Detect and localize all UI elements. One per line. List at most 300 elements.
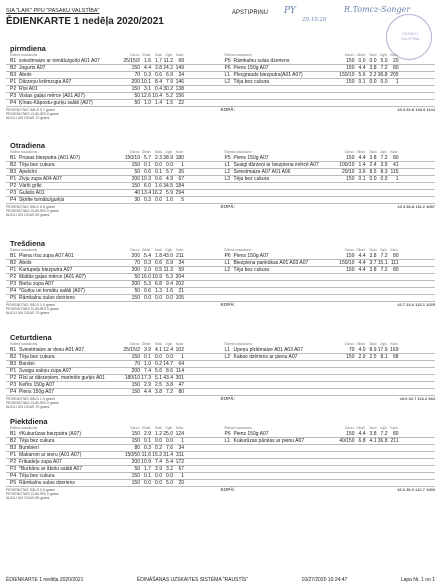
approve-label: APSTIPRINU: [232, 10, 269, 16]
column-header: Gat.sv.: [130, 150, 140, 154]
dish-name: Ābols: [19, 260, 32, 266]
nutrition-value: 34: [178, 445, 184, 451]
nutrition-value: 7.2: [380, 155, 388, 161]
nutrition-value: 172: [175, 459, 184, 465]
note-line: AUGLI UN OGAS 70 grami: [6, 311, 50, 316]
nutrition-value: 7.2: [380, 431, 388, 437]
column-header: Ēdiena nosaukums: [10, 248, 38, 252]
dish-name-cell: [221, 253, 337, 259]
column-header: Olbalt.: [356, 426, 366, 430]
dish-name-cell: [221, 72, 337, 78]
dish-name-cell: [6, 389, 122, 395]
nutrition-value: 0.6: [155, 260, 162, 266]
dish-name-cell: [221, 58, 337, 64]
nutrition-value: 8.5: [369, 169, 377, 175]
dish-name: Tēja bez cukura: [19, 162, 55, 168]
nutrition-value: 3.7: [369, 260, 377, 266]
nutrition-value: 8.4: [155, 79, 162, 85]
nutrition-value: 3.8: [369, 65, 377, 71]
column-header: Kalor.: [175, 342, 184, 346]
nutrition-value: 15.1: [377, 260, 388, 266]
signature-initials: PY: [284, 6, 296, 16]
nutrition-value: 150: [346, 354, 355, 360]
menu-row: [6, 253, 435, 260]
nutrition-value: 40: [134, 190, 140, 196]
nutrition-value: 1.6: [144, 58, 151, 64]
nutrition-value: 150/50: [124, 452, 140, 458]
menu-row: [6, 389, 435, 396]
dish-name-cell: [6, 382, 122, 388]
dish-name: Biezpiena pankūkas A01 A03 A07: [233, 260, 309, 266]
note-line: AUGLI UN OGAS 70 grami: [6, 405, 50, 410]
nutrition-value: 6.0: [144, 183, 151, 189]
menu-row: [6, 281, 435, 288]
day-title: Trešdiena: [10, 239, 46, 248]
nutrition-value: 1.6: [155, 183, 162, 189]
dish-name: Kartupeļu biezputra A07: [19, 267, 73, 273]
nutrition-value: 0.6: [144, 288, 151, 294]
footer-system: ĒDINĀŠANAS UZSKAITES SISTĒMA "RAUSTĪS": [136, 577, 248, 583]
nutrition-value: 36.8: [377, 72, 388, 78]
meal-code: L1: [224, 260, 231, 266]
nutrition-value: 50: [134, 100, 140, 106]
dish-name-cell: [6, 86, 122, 92]
dish-name-cell: [221, 347, 337, 353]
nutrition-value: 10.1: [141, 79, 151, 85]
menu-row: [6, 466, 435, 473]
meal-code: B3: [10, 445, 17, 451]
nutrition-value: 7.2: [380, 267, 388, 273]
nutrition-value: 12.6: [141, 93, 151, 99]
dish-name: Frikadeļu zupa A07: [19, 459, 62, 465]
dish-name-cell: [6, 361, 122, 367]
meal-code: P3: [10, 382, 17, 388]
nutrition-value: 4.9: [166, 176, 173, 182]
column-header: Kalor.: [175, 426, 184, 430]
nutrition-value: 80: [392, 253, 399, 259]
nutrition-value: 200: [131, 267, 140, 273]
nutrition-value: 0.0: [155, 162, 162, 168]
nutrition-value: 4.1: [369, 438, 377, 444]
nutrition-value: 8.1: [380, 354, 388, 360]
nutrition-value: 67: [178, 176, 184, 182]
nutrition-value: 3.9: [144, 347, 151, 353]
nutrition-value: 0.6: [155, 176, 162, 182]
nutrition-value: 6.9: [166, 260, 173, 266]
column-header: Ogļh.: [379, 426, 388, 430]
dish-name-cell: [6, 197, 122, 203]
nutrition-value: 10.9: [141, 459, 151, 465]
meal-code: L1: [224, 72, 231, 78]
nutrition-value: 0.3: [144, 445, 151, 451]
nutrition-value: 59: [178, 267, 184, 273]
nutrition-value: 0.4: [155, 86, 162, 92]
meal-code: P2: [10, 86, 17, 92]
meal-code: L2: [224, 354, 231, 360]
nutrition-value: 149: [175, 65, 184, 71]
dish-name-cell: [6, 473, 122, 479]
dish-name-cell: [6, 58, 122, 64]
nutrition-value: 20: [392, 58, 399, 64]
meal-code: L2: [224, 79, 231, 85]
nutrition-value: 1: [181, 473, 184, 479]
nutrition-value: 150: [346, 155, 355, 161]
meal-code: B1: [10, 431, 17, 437]
nutrition-value: 8.6: [166, 368, 173, 374]
column-header: Olbalt.: [356, 150, 366, 154]
nutrition-value: 43.4: [163, 375, 173, 381]
column-header: Kalor.: [175, 53, 184, 57]
nutrition-value: 30.2: [163, 86, 173, 92]
nutrition-value: 11.6: [141, 452, 151, 458]
nutrition-value: 204: [175, 274, 184, 280]
nutrition-value: 156: [175, 93, 184, 99]
day-total-block: [221, 303, 436, 316]
nutrition-value: 200: [131, 79, 140, 85]
day-total-block: [221, 205, 436, 218]
menu-row: [6, 431, 435, 438]
menu-row: [6, 155, 435, 162]
nutrition-value: 5.0: [166, 480, 173, 486]
nutrition-value: 150: [131, 162, 140, 168]
column-header: Kalor.: [390, 150, 399, 154]
dish-name: Piens 150g A07: [233, 431, 269, 437]
nutrition-value: 0.3: [144, 197, 151, 203]
column-header: Tauki: [369, 150, 377, 154]
nutrition-value: 22: [178, 100, 184, 106]
column-header: Kalor.: [390, 53, 399, 57]
nutrition-value: 5.9: [166, 190, 173, 196]
nutrition-value: 4.4: [358, 260, 366, 266]
total-label: KOPĀ:: [220, 396, 235, 401]
nutrition-value: 0.0: [144, 295, 151, 301]
nutrition-value: 211: [390, 438, 399, 444]
nutrition-value: 3.6: [358, 169, 366, 175]
nutrition-value: 30: [134, 197, 140, 203]
dish-name-cell: [221, 354, 337, 360]
meal-code: P2: [10, 459, 17, 465]
note-line: PEVIENOTAIS CUKURS 0 grami: [6, 112, 59, 117]
total-label: KOPĀ:: [220, 487, 235, 492]
nutrition-value: 150: [131, 65, 140, 71]
dish-name: Svaigu sakņu zupa A07: [19, 368, 72, 374]
note-line: PEVIENOTAS SĀLS 0.8 grami: [6, 488, 55, 492]
dish-name: Piens 150g A07: [233, 65, 269, 71]
dish-name: Tēja bez cukura: [19, 438, 55, 444]
dish-name: Bumbieri: [19, 445, 39, 451]
column-header: Tauki: [369, 342, 377, 346]
column-header: Ēdiena nosaukums: [224, 248, 252, 252]
meal-code: P4: [10, 197, 17, 203]
nutrition-value: 1: [395, 79, 399, 85]
nutrition-value: 0.0: [144, 480, 151, 486]
nutrition-value: 80: [392, 65, 399, 71]
nutrition-value: 0.0: [155, 197, 162, 203]
nutrition-value: 34.5: [163, 183, 173, 189]
meal-code: P3: [10, 93, 17, 99]
menu-row: [6, 197, 435, 204]
dish-name: Piena rīsu zupa A07 A01: [19, 253, 74, 259]
dish-name: Svaigi dārzeņi ar biezpiena mērcē A07: [233, 162, 319, 168]
nutrition-value: 311: [176, 452, 184, 458]
nutrition-value: 5.1: [155, 375, 162, 381]
nutrition-value: 70: [134, 72, 140, 78]
nutrition-value: 0.6: [155, 72, 162, 78]
column-header: Tauki: [369, 53, 377, 57]
dish-name-cell: [6, 100, 122, 106]
menu-row: [6, 480, 435, 487]
dish-name: Zivju zupa A04 A07: [19, 176, 62, 182]
note-line: PEVIENOTAS SĀLS 1.0 grami: [6, 397, 55, 401]
nutrition-value: 50: [134, 288, 140, 294]
menu-row: [6, 72, 435, 79]
meal-code: P3: [10, 281, 17, 287]
nutrition-value: 1: [395, 176, 399, 182]
day-total-block: [221, 488, 436, 501]
day-section: [6, 44, 435, 121]
nutrition-value: 1.5: [166, 100, 173, 106]
footer-date: 10/27/2020 10:24:47: [301, 577, 348, 583]
nutrition-value: 12.4: [163, 347, 173, 353]
nutrition-value: 34: [178, 72, 184, 78]
dish-name-cell: [6, 169, 122, 175]
dish-name-cell: [6, 368, 122, 374]
column-header: Ēdiena nosaukums: [10, 53, 38, 57]
day-title: Otradiena: [10, 141, 46, 150]
note-line: AUGLI UN OGAS 70 grami: [6, 116, 50, 121]
menu-row: [6, 176, 435, 183]
dish-name-cell: [6, 65, 122, 71]
dish-name-cell: [221, 79, 337, 85]
nutrition-value: 301: [175, 375, 184, 381]
meal-code: P6: [224, 431, 231, 437]
menu-row: [6, 354, 435, 361]
column-header: Olbalt.: [141, 53, 151, 57]
nutrition-value: 25/15/2: [123, 347, 140, 353]
nutrition-value: 0.0: [155, 480, 162, 486]
dish-name-cell: [221, 155, 337, 161]
meal-code: B3: [10, 72, 17, 78]
nutrition-value: 138: [175, 86, 184, 92]
dish-name: *Burkānu ar ābolu salāti A07: [19, 466, 83, 472]
nutrition-value: 150: [131, 473, 140, 479]
menu-row: [6, 445, 435, 452]
nutrition-value: 0.0: [155, 438, 162, 444]
menu-row: [6, 86, 435, 93]
meal-code: B3: [10, 361, 17, 367]
nutrition-value: 1.4: [358, 162, 366, 168]
meal-code: P1: [10, 368, 17, 374]
meal-code: B2: [10, 354, 17, 360]
nutrition-value: 1.8: [155, 253, 162, 259]
nutrition-value: 0.1: [144, 473, 151, 479]
nutrition-value: 6.8: [155, 281, 162, 287]
nutrition-value: 20/10: [341, 169, 355, 175]
dish-name: Upeņu pīrātmaize A01 A03 A07: [233, 347, 303, 353]
nutrition-value: 200: [131, 368, 140, 374]
nutrition-value: 17.3: [141, 375, 151, 381]
nutrition-value: 180: [175, 155, 184, 161]
dish-name-cell: [221, 431, 337, 437]
menu-row: [6, 58, 435, 65]
nutrition-value: 150: [131, 295, 140, 301]
nutrition-value: 0.0: [369, 58, 377, 64]
notes-block: [6, 303, 221, 316]
nutrition-value: 16.0: [141, 274, 151, 280]
nutrition-value: 67: [178, 466, 184, 472]
dish-name-cell: [6, 79, 122, 85]
menu-row: [6, 65, 435, 72]
nutrition-value: 7.2: [380, 253, 388, 259]
column-header: Gat.sv.: [130, 248, 140, 252]
nutrition-value: 10.9: [152, 274, 162, 280]
dish-name: Rāmkalnu sulas dzeriens: [233, 58, 290, 64]
dish-name-cell: [221, 176, 337, 182]
column-header: Ogļh.: [165, 426, 173, 430]
nutrition-value: 3.8: [369, 267, 377, 273]
menu-row: [6, 375, 435, 382]
menu-row: [6, 100, 435, 107]
nutrition-value: 1.4: [155, 100, 162, 106]
menu-row: [6, 361, 435, 368]
nutrition-value: 2.9: [144, 431, 151, 437]
nutrition-value: 115: [390, 169, 399, 175]
dish-name: Apelsīni: [19, 169, 37, 175]
nutrition-value: 150: [131, 389, 140, 395]
menu-row: [6, 190, 435, 197]
meal-code: L1: [224, 162, 231, 168]
column-header: Gat.sv.: [130, 426, 140, 430]
total-label: KOPĀ:: [220, 107, 235, 112]
nutrition-value: 100/10: [339, 162, 355, 168]
nutrition-value: 4.4: [358, 431, 366, 437]
note-line: PEVIENOTAS SĀLS 1.0 grami: [6, 303, 55, 307]
nutrition-value: 0.1: [144, 162, 151, 168]
menu-row: [6, 267, 435, 274]
nutrition-value: 0.0: [166, 438, 173, 444]
dish-name-cell: [6, 267, 122, 273]
document-page: [6, 4, 435, 584]
dish-name-cell: [6, 162, 122, 168]
menu-row: [6, 169, 435, 176]
nutrition-value: 0.5: [155, 267, 162, 273]
nutrition-value: 80: [178, 389, 184, 395]
nutrition-value: 105: [175, 295, 184, 301]
nutrition-value: 150/10: [124, 155, 140, 161]
day-section: [6, 141, 435, 218]
menu-row: [6, 183, 435, 190]
dish-name: Piens 150g A07: [19, 389, 55, 395]
dish-name: Tēja bez cukura: [233, 267, 270, 273]
nutrition-value: 25.0: [163, 431, 173, 437]
nutrition-value: 10.3: [141, 176, 151, 182]
nutrition-value: 5.3: [144, 281, 151, 287]
nutrition-value: 114: [176, 368, 184, 374]
nutrition-value: 3.1: [144, 86, 151, 92]
nutrition-value: 47: [178, 382, 184, 388]
nutrition-value: 202: [175, 281, 184, 287]
column-header: Gat.sv.: [130, 342, 140, 346]
nutrition-value: 5.7: [166, 169, 173, 175]
nutrition-value: 0.6: [144, 169, 151, 175]
dish-name-cell: [6, 295, 122, 301]
nutrition-value: 25/15/2: [123, 58, 140, 64]
nutrition-value: 200: [131, 253, 140, 259]
dish-name: Ķīnas-Kāpostu-gurķu salāti (A07): [19, 100, 93, 106]
nutrition-value: 3.8: [369, 155, 377, 161]
nutrition-value: 4.4: [144, 389, 151, 395]
note-line: PEVIENOTAIS CUKURS 0 grami: [6, 492, 59, 497]
nutrition-value: 184: [175, 183, 184, 189]
nutrition-value: 294: [175, 190, 184, 196]
nutrition-value: 6.8: [358, 438, 366, 444]
meal-code: P4: [10, 389, 17, 395]
meal-code: B1: [10, 253, 17, 259]
meal-code: L2: [224, 169, 231, 175]
column-header: Tauki: [369, 248, 377, 252]
dish-name: Vistas gaļas mērce (A01 A07): [19, 93, 85, 99]
column-header: Kalor.: [390, 342, 399, 346]
nutrition-value: 3.2: [166, 466, 173, 472]
nutrition-value: 0.0: [166, 473, 173, 479]
nutrition-value: 80: [134, 445, 140, 451]
meal-code: P2: [10, 274, 17, 280]
meal-code: P5: [10, 480, 17, 486]
nutrition-value: 7.2: [166, 389, 173, 395]
dish-name-cell: [6, 190, 122, 196]
column-header: Ēdiena nosaukums: [10, 426, 38, 430]
nutrition-value: 41: [392, 162, 399, 168]
nutrition-value: 69: [178, 58, 184, 64]
dish-name-cell: [6, 176, 122, 182]
column-header: Tauki: [154, 248, 162, 252]
day-total-block: [221, 108, 436, 121]
nutrition-value: 1.6: [166, 288, 173, 294]
column-header: Olbalt.: [356, 248, 366, 252]
dish-name: Piens 150g A07: [233, 253, 269, 259]
nutrition-value: 150: [131, 86, 140, 92]
nutrition-value: 0.1: [144, 354, 151, 360]
column-header: Gat.sv.: [344, 53, 355, 57]
nutrition-value: 50: [134, 169, 140, 175]
signature-full: R.Tomcz-Songer: [344, 5, 411, 14]
nutrition-value: 14.7: [163, 361, 173, 367]
day-total-block: [221, 397, 436, 410]
column-header: Ēdiena nosaukums: [224, 426, 252, 430]
menu-row: [6, 438, 435, 445]
nutrition-value: 38.9: [163, 155, 173, 161]
nutrition-value: 0.1: [358, 176, 366, 182]
dish-name-cell: [221, 65, 337, 71]
dish-name: #Kukurūzas biezputra (A07): [19, 431, 81, 437]
meal-code: P2: [10, 375, 17, 381]
meal-code: P6: [224, 253, 231, 259]
meal-code: P1: [10, 452, 17, 458]
column-header: Gat.sv.: [344, 248, 355, 252]
menu-row: [6, 382, 435, 389]
column-header: Olbalt.: [141, 342, 151, 346]
day-title: pirmdiena: [10, 44, 46, 53]
nutrition-value: 7.4: [155, 459, 162, 465]
column-header: Gat.sv.: [344, 426, 355, 430]
day-section: [6, 417, 435, 501]
dish-name: Vārīti grīki: [19, 183, 42, 189]
nutrition-value: 0.1: [358, 79, 366, 85]
dish-name-cell: [6, 253, 122, 259]
meal-code: P4: [10, 288, 17, 294]
nutrition-value: 0.3: [144, 260, 151, 266]
nutrition-value: 0.2: [155, 445, 162, 451]
